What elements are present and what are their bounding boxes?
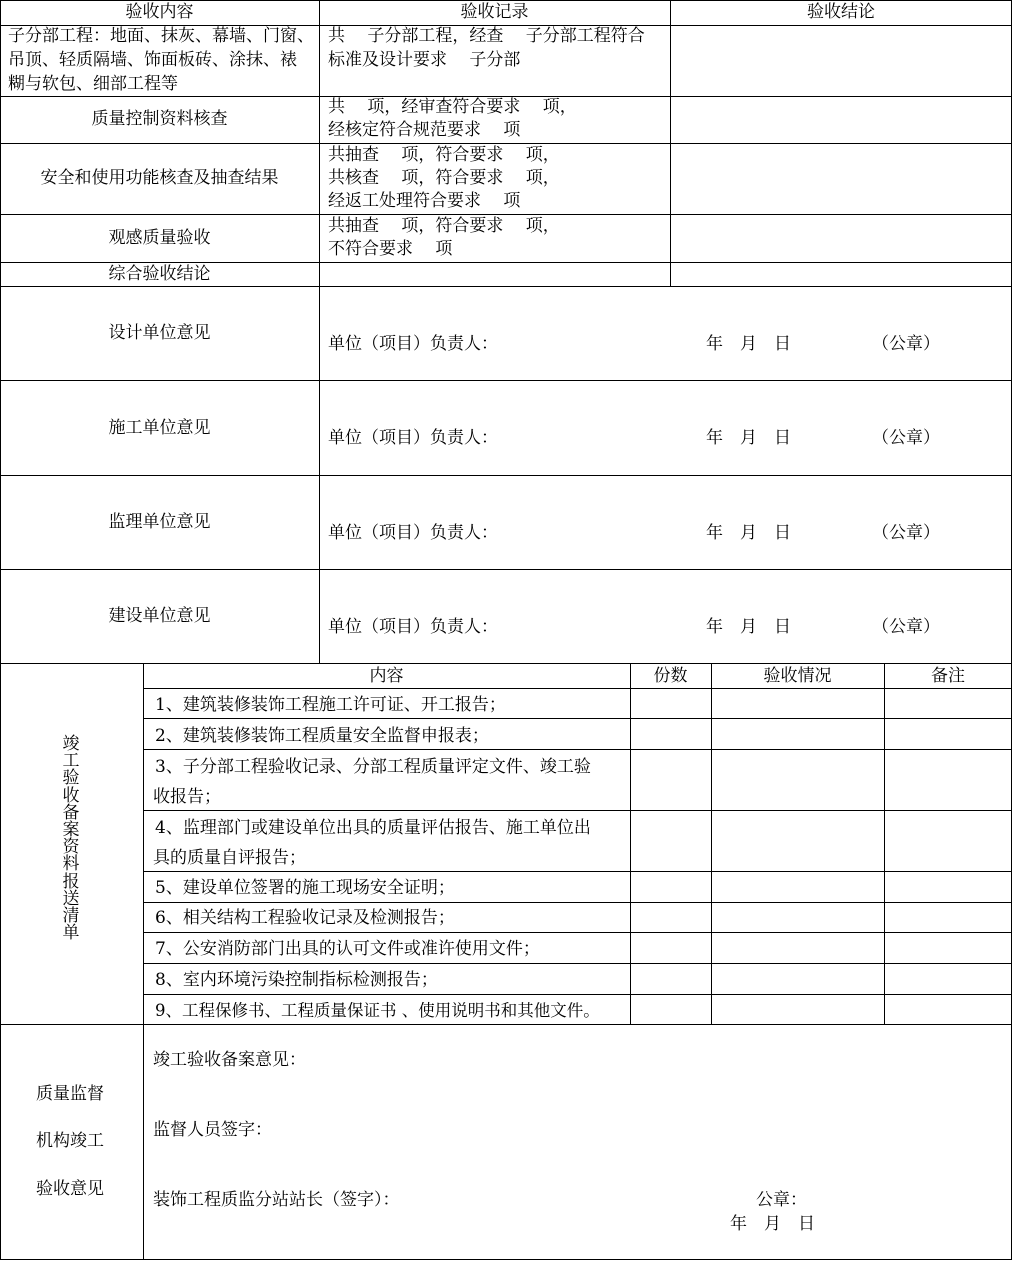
inspector-signature-label: 监督人员签字： — [153, 1120, 272, 1140]
subpart-record-line1: 共 子分部工程，经查 子分部工程符合 — [328, 26, 645, 46]
chief-signature-label: 装饰工程质监分站站长（签字）： — [153, 1190, 400, 1210]
opinion-label: 监理单位意见 — [108, 512, 211, 532]
opinion-date: 年 月 日 — [706, 523, 791, 543]
appearance-record-line1: 共抽查 项，符合要求 项， — [328, 216, 560, 236]
safety-record-line3: 经返工处理符合要求 项 — [328, 191, 521, 211]
opinion-seal: （公章） — [872, 428, 940, 448]
filing-header-copies: 份数 — [653, 666, 688, 686]
opinion-date: 年 月 日 — [706, 334, 791, 354]
subpart-content-line3: 糊与软包、细部工程等 — [8, 74, 178, 94]
opinion-date: 年 月 日 — [706, 617, 791, 637]
header-record: 验收记录 — [460, 2, 529, 22]
supervision-date-label: 年 月 日 — [730, 1214, 815, 1234]
header-conclusion: 验收结论 — [807, 2, 875, 22]
filing-item: 3、子分部工程验收记录、分部工程质量评定文件、竣工验 — [155, 757, 591, 777]
header-content: 验收内容 — [125, 2, 194, 22]
filing-item: 8、室内环境污染控制指标检测报告； — [155, 970, 438, 990]
subpart-content-line2: 吊顶、轻质隔墙、饰面板砖、涂抹、裱 — [8, 50, 297, 70]
quality-data-record-line1: 共 项，经审查符合要求 项， — [328, 97, 577, 117]
safety-record-line2: 共核查 项，符合要求 项， — [328, 168, 560, 188]
filing-item: 5、建设单位签署的施工现场安全证明； — [155, 878, 455, 898]
opinion-label: 建设单位意见 — [108, 606, 211, 626]
filing-opinion-label: 竣工验收备案意见： — [153, 1050, 306, 1070]
opinion-date: 年 月 日 — [706, 428, 791, 448]
filing-list-side-label: 竣工验收备案资料报送清单 — [62, 734, 80, 944]
supervision-label-line3: 验收意见 — [36, 1179, 104, 1199]
filing-item: 4、监理部门或建设单位出具的质量评估报告、施工单位出 — [155, 818, 591, 838]
appearance-label: 观感质量验收 — [108, 228, 211, 248]
opinion-person: 单位（项目）负责人： — [328, 523, 498, 543]
filing-item: 7、公安消防部门出具的认可文件或准许使用文件； — [155, 939, 540, 959]
opinion-seal: （公章） — [872, 617, 940, 637]
filing-item-continued: 具的质量自评报告； — [153, 848, 306, 868]
safety-label: 安全和使用功能核查及抽查结果 — [40, 168, 279, 188]
filing-item: 9、工程保修书、工程质量保证书 、使用说明书和其他文件。 — [155, 1001, 600, 1020]
opinion-label: 施工单位意见 — [108, 418, 211, 438]
opinion-person: 单位（项目）负责人： — [328, 617, 498, 637]
subpart-record-line2: 标准及设计要求 子分部 — [328, 50, 521, 70]
opinion-seal: （公章） — [872, 523, 940, 543]
supervision-label-line1: 质量监督 — [36, 1084, 104, 1104]
filing-item: 2、建筑装修装饰工程质量安全监督申报表； — [155, 726, 489, 746]
opinion-seal: （公章） — [872, 334, 940, 354]
filing-header-remark: 备注 — [931, 666, 965, 686]
supervision-label-line2: 机构竣工 — [36, 1131, 104, 1151]
opinion-person: 单位（项目）负责人： — [328, 428, 498, 448]
filing-header-content: 内容 — [369, 666, 404, 686]
overall-conclusion-label: 综合验收结论 — [108, 264, 211, 284]
subpart-content-line1: 子分部工程：地面、抹灰、幕墙、门窗、 — [8, 26, 314, 46]
filing-item: 1、建筑装修装饰工程施工许可证、开工报告； — [155, 695, 506, 715]
quality-data-label: 质量控制资料核查 — [91, 109, 228, 129]
safety-record-line1: 共抽查 项，符合要求 项， — [328, 145, 560, 165]
opinion-label: 设计单位意见 — [108, 323, 211, 343]
appearance-record-line2: 不符合要求 项 — [328, 239, 453, 259]
filing-header-status: 验收情况 — [763, 666, 832, 686]
filing-item-continued: 收报告； — [153, 787, 221, 807]
supervision-seal-label: 公章： — [756, 1190, 807, 1210]
quality-data-record-line2: 经核定符合规范要求 项 — [328, 120, 521, 140]
filing-item: 6、相关结构工程验收记录及检测报告； — [155, 908, 455, 928]
opinion-person: 单位（项目）负责人： — [328, 334, 498, 354]
